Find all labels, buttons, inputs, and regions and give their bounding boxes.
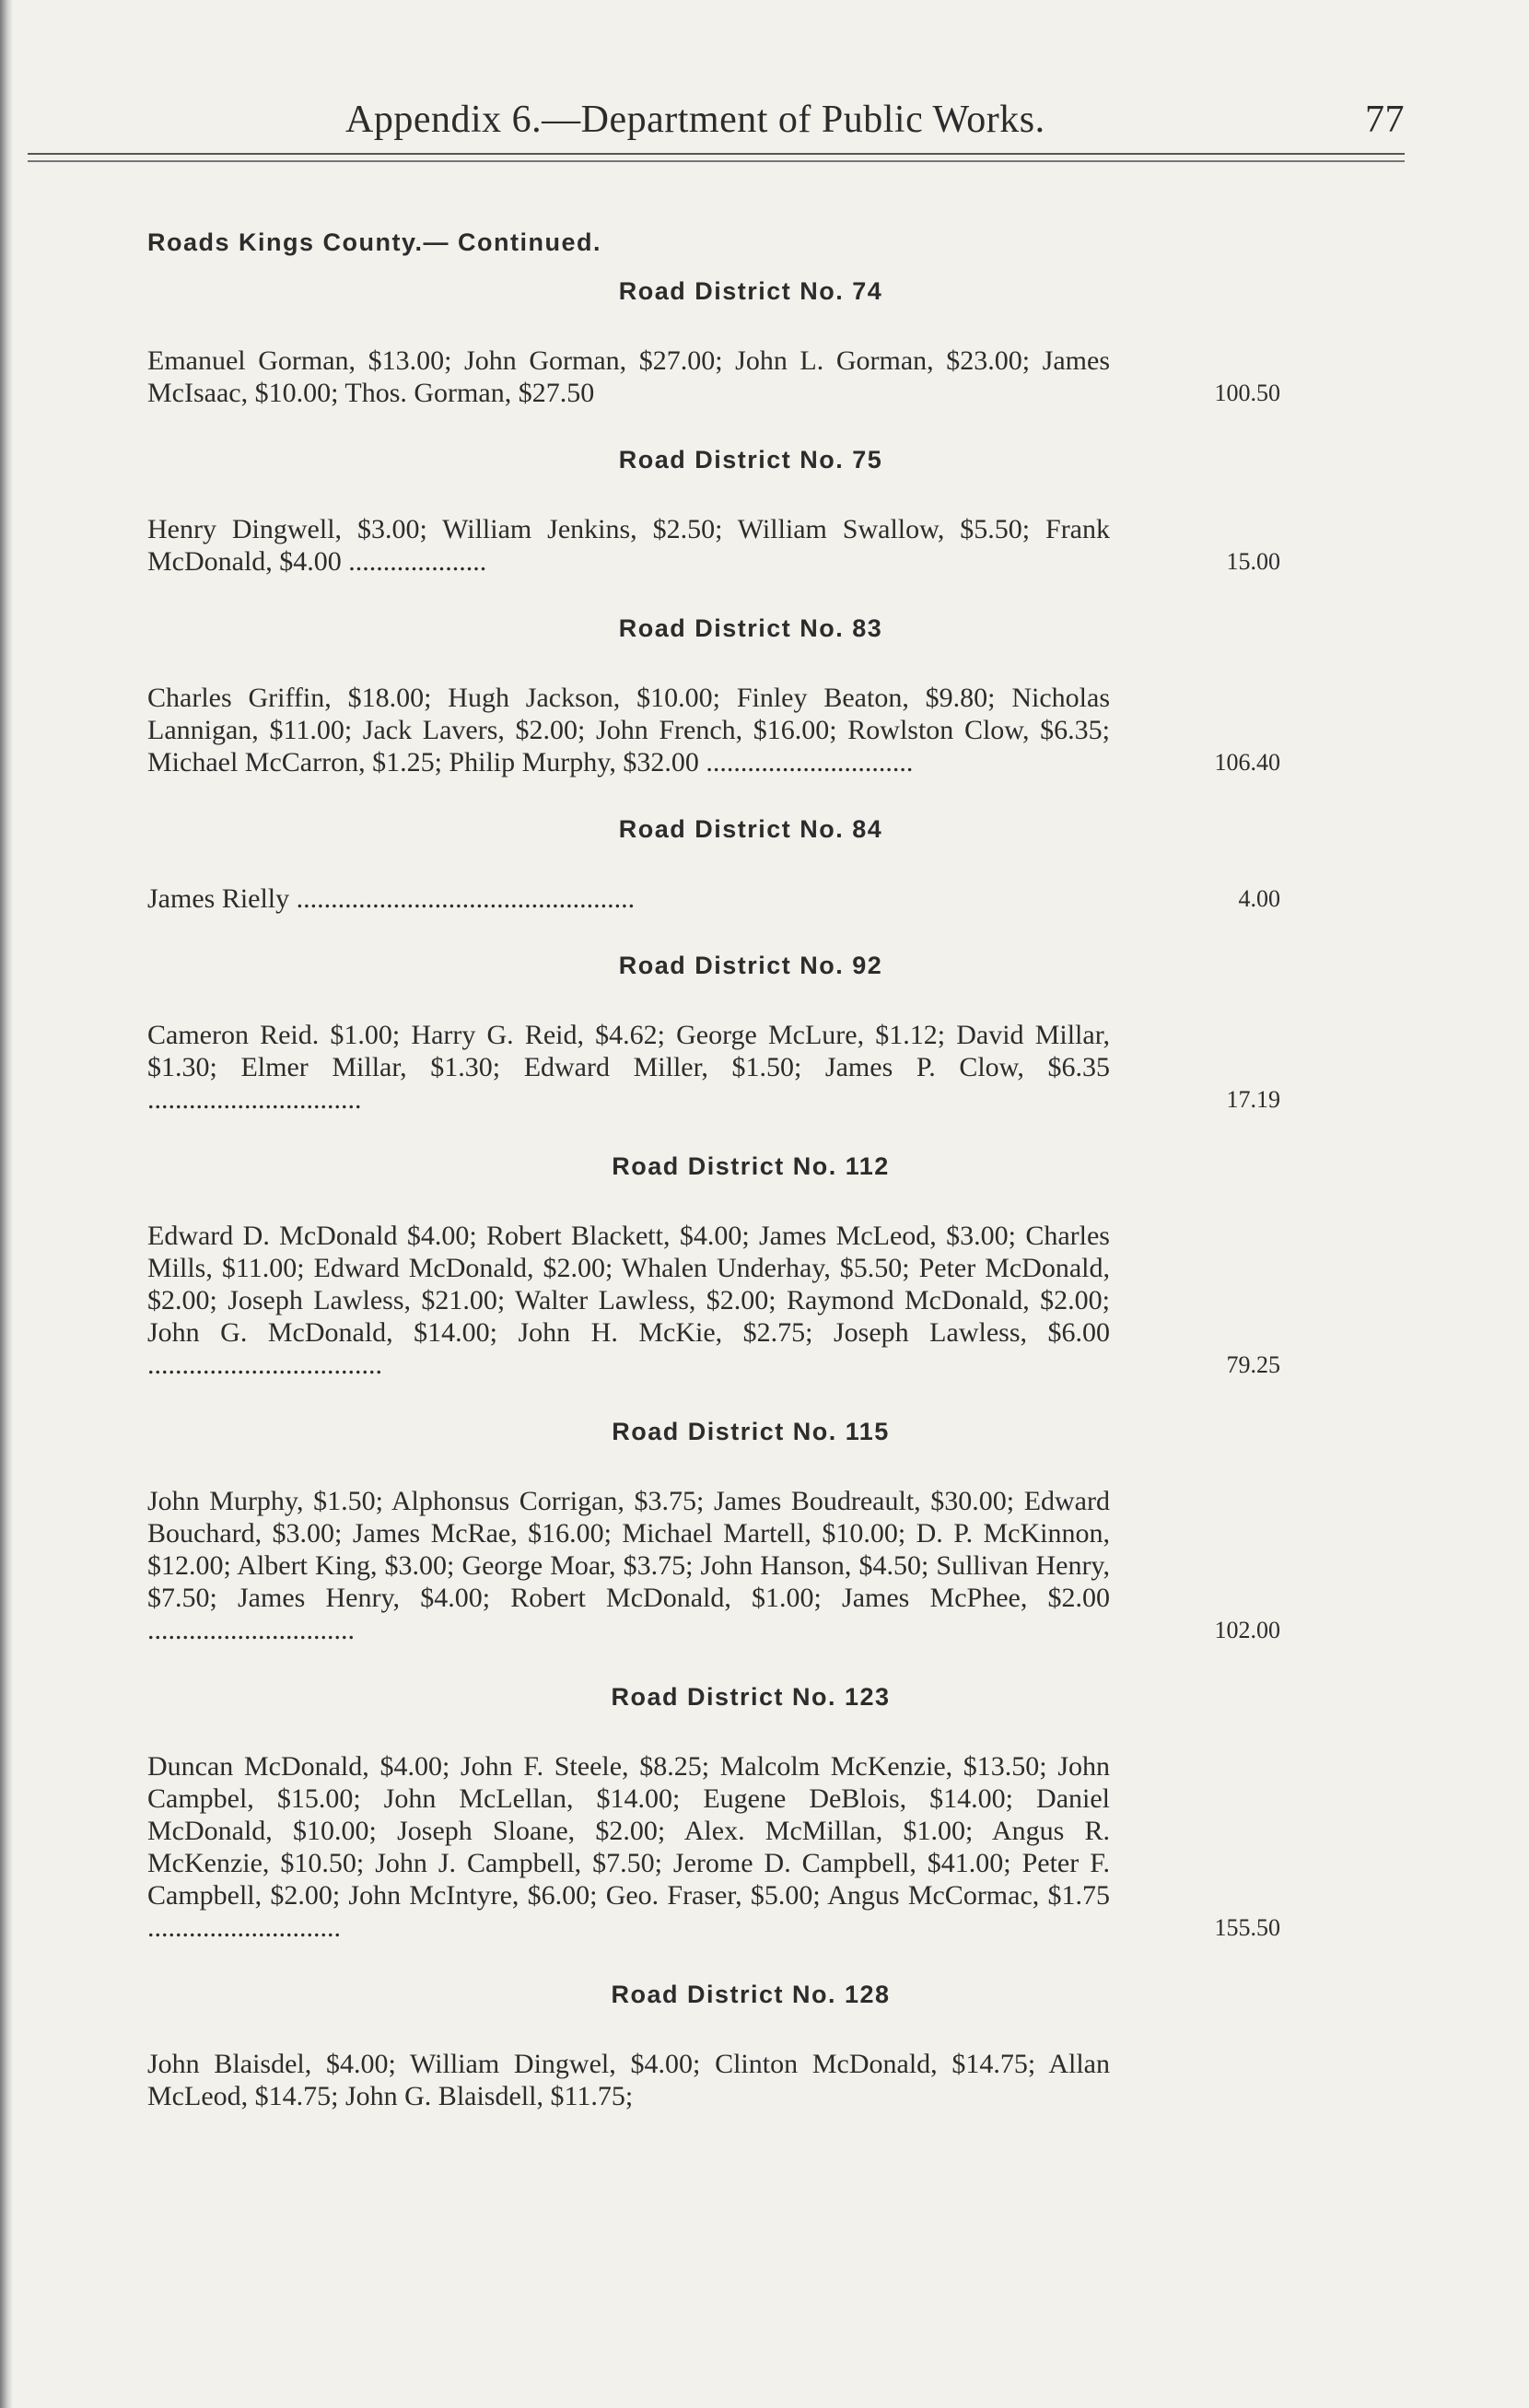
district-total: 17.19 xyxy=(1226,1086,1280,1113)
road-district-115 xyxy=(147,1418,1280,1646)
district-entries: Cameron Reid. $1.00; Harry G. Reid, $4.62; George McLure, $1.12; David Millar, $1.30; Elmer Millar, $1.30; Edward Miller, $1.50; James P. Clow, $6.35 ............................... xyxy=(147,1020,1110,1115)
district-title: Road District No. 83 xyxy=(618,614,883,642)
district-title: Road District No. 92 xyxy=(618,952,883,979)
road-district-74 xyxy=(147,277,1280,409)
running-header xyxy=(345,98,1405,144)
page-number: 77 xyxy=(1365,99,1405,141)
district-entries: Edward D. McDonald $4.00; Robert Blackett, $4.00; James McLeod, $3.00; Charles Mills, $11.00; Edward McDonald, $2.00; Whalen Underhay, $5.50; Peter McDonald, $2.00; Joseph Lawless, $21.00; Walter Lawless, $2.00; Raymond McDonald, $2.00; John G. McDonald, $14.00; John H. McKie, $2.75; Joseph Lawless, $6.00 .................................. xyxy=(147,1221,1110,1380)
road-district-84 xyxy=(147,815,1280,915)
district-entries: James Rielly ................................................. xyxy=(147,883,636,914)
district-entries: Charles Griffin, $18.00; Hugh Jackson, $10.00; Finley Beaton, $9.80; Nicholas Lannigan, $11.00; Jack Lavers, $2.00; John French, $16.00; Rowlston Clow, $6.35; Michael McCarron, $1.25; Philip Murphy, $32.00 .............................. xyxy=(147,683,1110,777)
district-total: 106.40 xyxy=(1214,749,1280,776)
district-total: 15.00 xyxy=(1226,548,1280,575)
page-binding-edge xyxy=(0,0,13,2408)
page-body xyxy=(147,228,1280,2112)
district-total: 102.00 xyxy=(1214,1617,1280,1643)
district-title: Road District No. 123 xyxy=(611,1683,891,1711)
road-district-75 xyxy=(147,446,1280,578)
district-total: 155.50 xyxy=(1214,1914,1280,1941)
district-title: Road District No. 74 xyxy=(618,277,883,305)
district-title: Road District No. 84 xyxy=(618,815,883,843)
road-district-83 xyxy=(147,614,1280,778)
district-total: 79.25 xyxy=(1226,1351,1280,1378)
district-entries: John Murphy, $1.50; Alphonsus Corrigan, $3.75; James Boudreault, $30.00; Edward Bouchard, $3.00; James McRae, $16.00; Michael Martell, $10.00; D. P. McKinnon, $12.00; Albert King, $3.00; George Moar, $3.75; John Hanson, $4.50; Sullivan Henry, $7.50; James Henry, $4.00; Robert McDonald, $1.00; James McPhee, $2.00 .............................. xyxy=(147,1486,1110,1645)
district-total: 100.50 xyxy=(1214,380,1280,406)
district-total: 4.00 xyxy=(1238,885,1280,912)
road-district-128 xyxy=(147,1981,1280,2112)
section-heading: Roads Kings County.— Continued. xyxy=(147,228,601,256)
road-district-112 xyxy=(147,1152,1280,1381)
district-entries: John Blaisdel, $4.00; William Dingwel, $4.00; Clinton McDonald, $14.75; Allan McLeod, $14.75; John G. Blaisdell, $11.75; xyxy=(147,2049,1110,2111)
header-title: Appendix 6.—Department of Public Works. xyxy=(345,99,1045,141)
district-entries: Henry Dingwell, $3.00; William Jenkins, $2.50; William Swallow, $5.50; Frank McDonald, $4.00 .................... xyxy=(147,514,1110,577)
district-title: Road District No. 75 xyxy=(618,446,883,473)
district-entries: Emanuel Gorman, $13.00; John Gorman, $27.00; John L. Gorman, $23.00; James McIsaac, $10.00; Thos. Gorman, $27.50 xyxy=(147,345,1110,408)
road-district-123 xyxy=(147,1683,1280,1944)
header-rule xyxy=(28,153,1405,162)
road-district-92 xyxy=(147,952,1280,1116)
district-title: Road District No. 112 xyxy=(612,1152,890,1180)
district-title: Road District No. 128 xyxy=(611,1981,891,2008)
district-title: Road District No. 115 xyxy=(612,1418,890,1445)
district-entries: Duncan McDonald, $4.00; John F. Steele, $8.25; Malcolm McKenzie, $13.50; John Campbel, $15.00; John McLellan, $14.00; Eugene DeBlois, $14.00; Daniel McDonald, $10.00; Joseph Sloane, $2.00; Alex. McMillan, $1.00; Angus R. McKenzie, $10.50; John J. Campbell, $7.50; Jerome D. Campbell, $41.00; Peter F. Campbell, $2.00; John McIntyre, $6.00; Geo. Fraser, $5.00; Angus McCormac, $1.75 ............................ xyxy=(147,1751,1110,1943)
